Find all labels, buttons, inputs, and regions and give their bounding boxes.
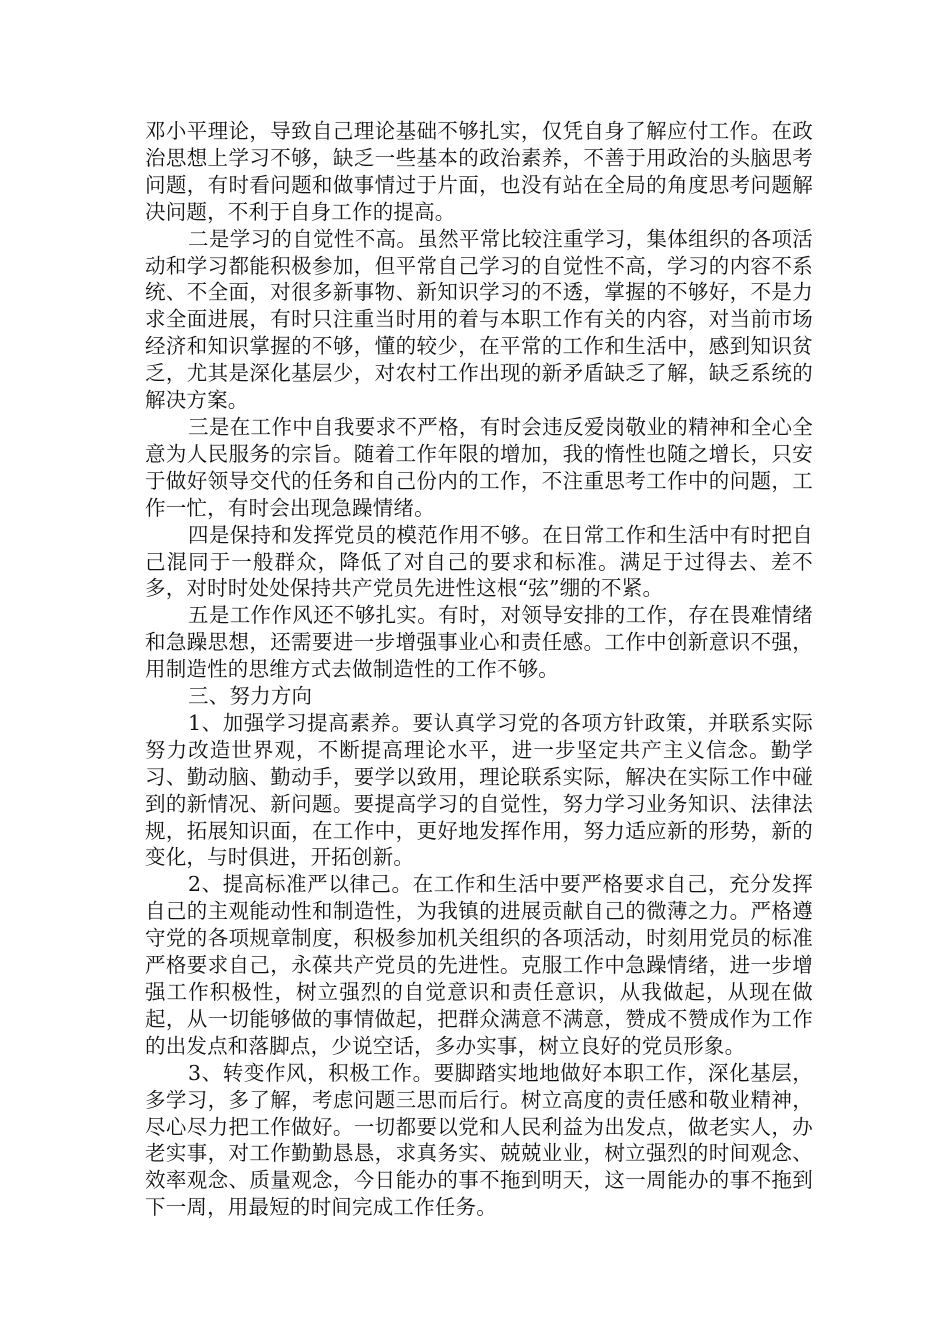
paragraph-work-style: 五是工作作风还不够扎实。有时，对领导安排的工作，存在畏难情绪和急躁思想，还需要进一步增强事业心和责任感。工作中创新意识不强，用制造性的思维方式去做制造性的工作不够。 [145, 603, 813, 682]
paragraph-study-consciousness: 二是学习的自觉性不高。虽然平常比较注重学习，集体组织的各项活动和学习都能积极参加，但平常自己学习的自觉性不高，学习的内容不系统、不全面，对很多新事物、新知识学习的不透，掌握的不够好，不是力求全面进展，有时只注重当时用的着与本职工作有关的内容，对当前市场经济和知识掌握的不够，懂的较少，在平常的工作和生活中，感到知识贫乏，尤其是深化基层少，对农村工作出现的新矛盾缺乏了解，缺乏系统的解决方案。 [145, 226, 813, 413]
paragraph-raise-standards: 2、提高标准严以律己。在工作和生活中要严格要求自己，充分发挥自己的主观能动性和制造性，为我镇的进展贡献自己的微薄之力。严格遵守党的各项规章制度，积极参加机关组织的各项活动，时刻用党员的标准严格要求自己，永葆共产党员的先进性。克服工作中急躁情绪，进一步增强工作积极性，树立强烈的自觉意识和责任意识，从我做起，从现在做起，从一切能够做的事情做起，把群众满意不满意，赞成不赞成作为工作的出发点和落脚点，少说空话，多办实事，树立良好的党员形象。 [145, 872, 813, 1058]
paragraph-strengthen-study: 1、加强学习提高素养。要认真学习党的各项方针政策，并联系实际努力改造世界观，不断提高理论水平，进一步坚定共产主义信念。勤学习、勤动脑、勤动手，要学以致用，理论联系实际，解决在实际工作中碰到的新情况、新问题。要提高学习的自觉性，努力学习业务知识、法律法规，拓展知识面，在工作中，更好地发挥作用，努力适应新的形势，新的变化，与时俱进，开拓创新。 [145, 710, 813, 870]
paragraph-change-style: 3、转变作风，积极工作。要脚踏实地地做好本职工作，深化基层，多学习，多了解，考虑问题三思而后行。树立高度的责任感和敬业精神，尽心尽力把工作做好。一切都要以党和人民利益为出发点，做老实人，办老实事，对工作勤勤恳恳，求真务实、兢兢业业，树立强烈的时间观念、效率观念、质量观念，今日能办的事不拖到明天，这一周能办的事不拖到下一周，用最短的时间完成工作任务。 [145, 1060, 813, 1220]
document-body [145, 118, 813, 1221]
paragraph-theory-basis: 邓小平理论，导致自己理论基础不够扎实，仅凭自身了解应付工作。在政治思想上学习不够，缺乏一些基本的政治素养，不善于用政治的头脑思考问题，有时看问题和做事情过于片面，也没有站在全局的角度思考问题解决问题，不利于自身工作的提高。 [145, 119, 813, 224]
paragraph-self-requirement: 三是在工作中自我要求不严格，有时会违反爱岗敬业的精神和全心全意为人民服务的宗旨。随着工作年限的增加，我的惰性也随之增长，只安于做好领导交代的任务和自己份内的工作，不注重思考工作中的问题，工作一忙，有时会出现急躁情绪。 [145, 414, 813, 520]
section-heading-direction: 三、努力方向 [188, 684, 313, 709]
paragraph-model-role: 四是保持和发挥党员的模范作用不够。在日常工作和生活中有时把自己混同于一般群众，降低了对自己的要求和标准。满足于过得去、差不多，对时时处处保持共产党员先进性这根“弦”绷的不紧。 [145, 522, 813, 601]
